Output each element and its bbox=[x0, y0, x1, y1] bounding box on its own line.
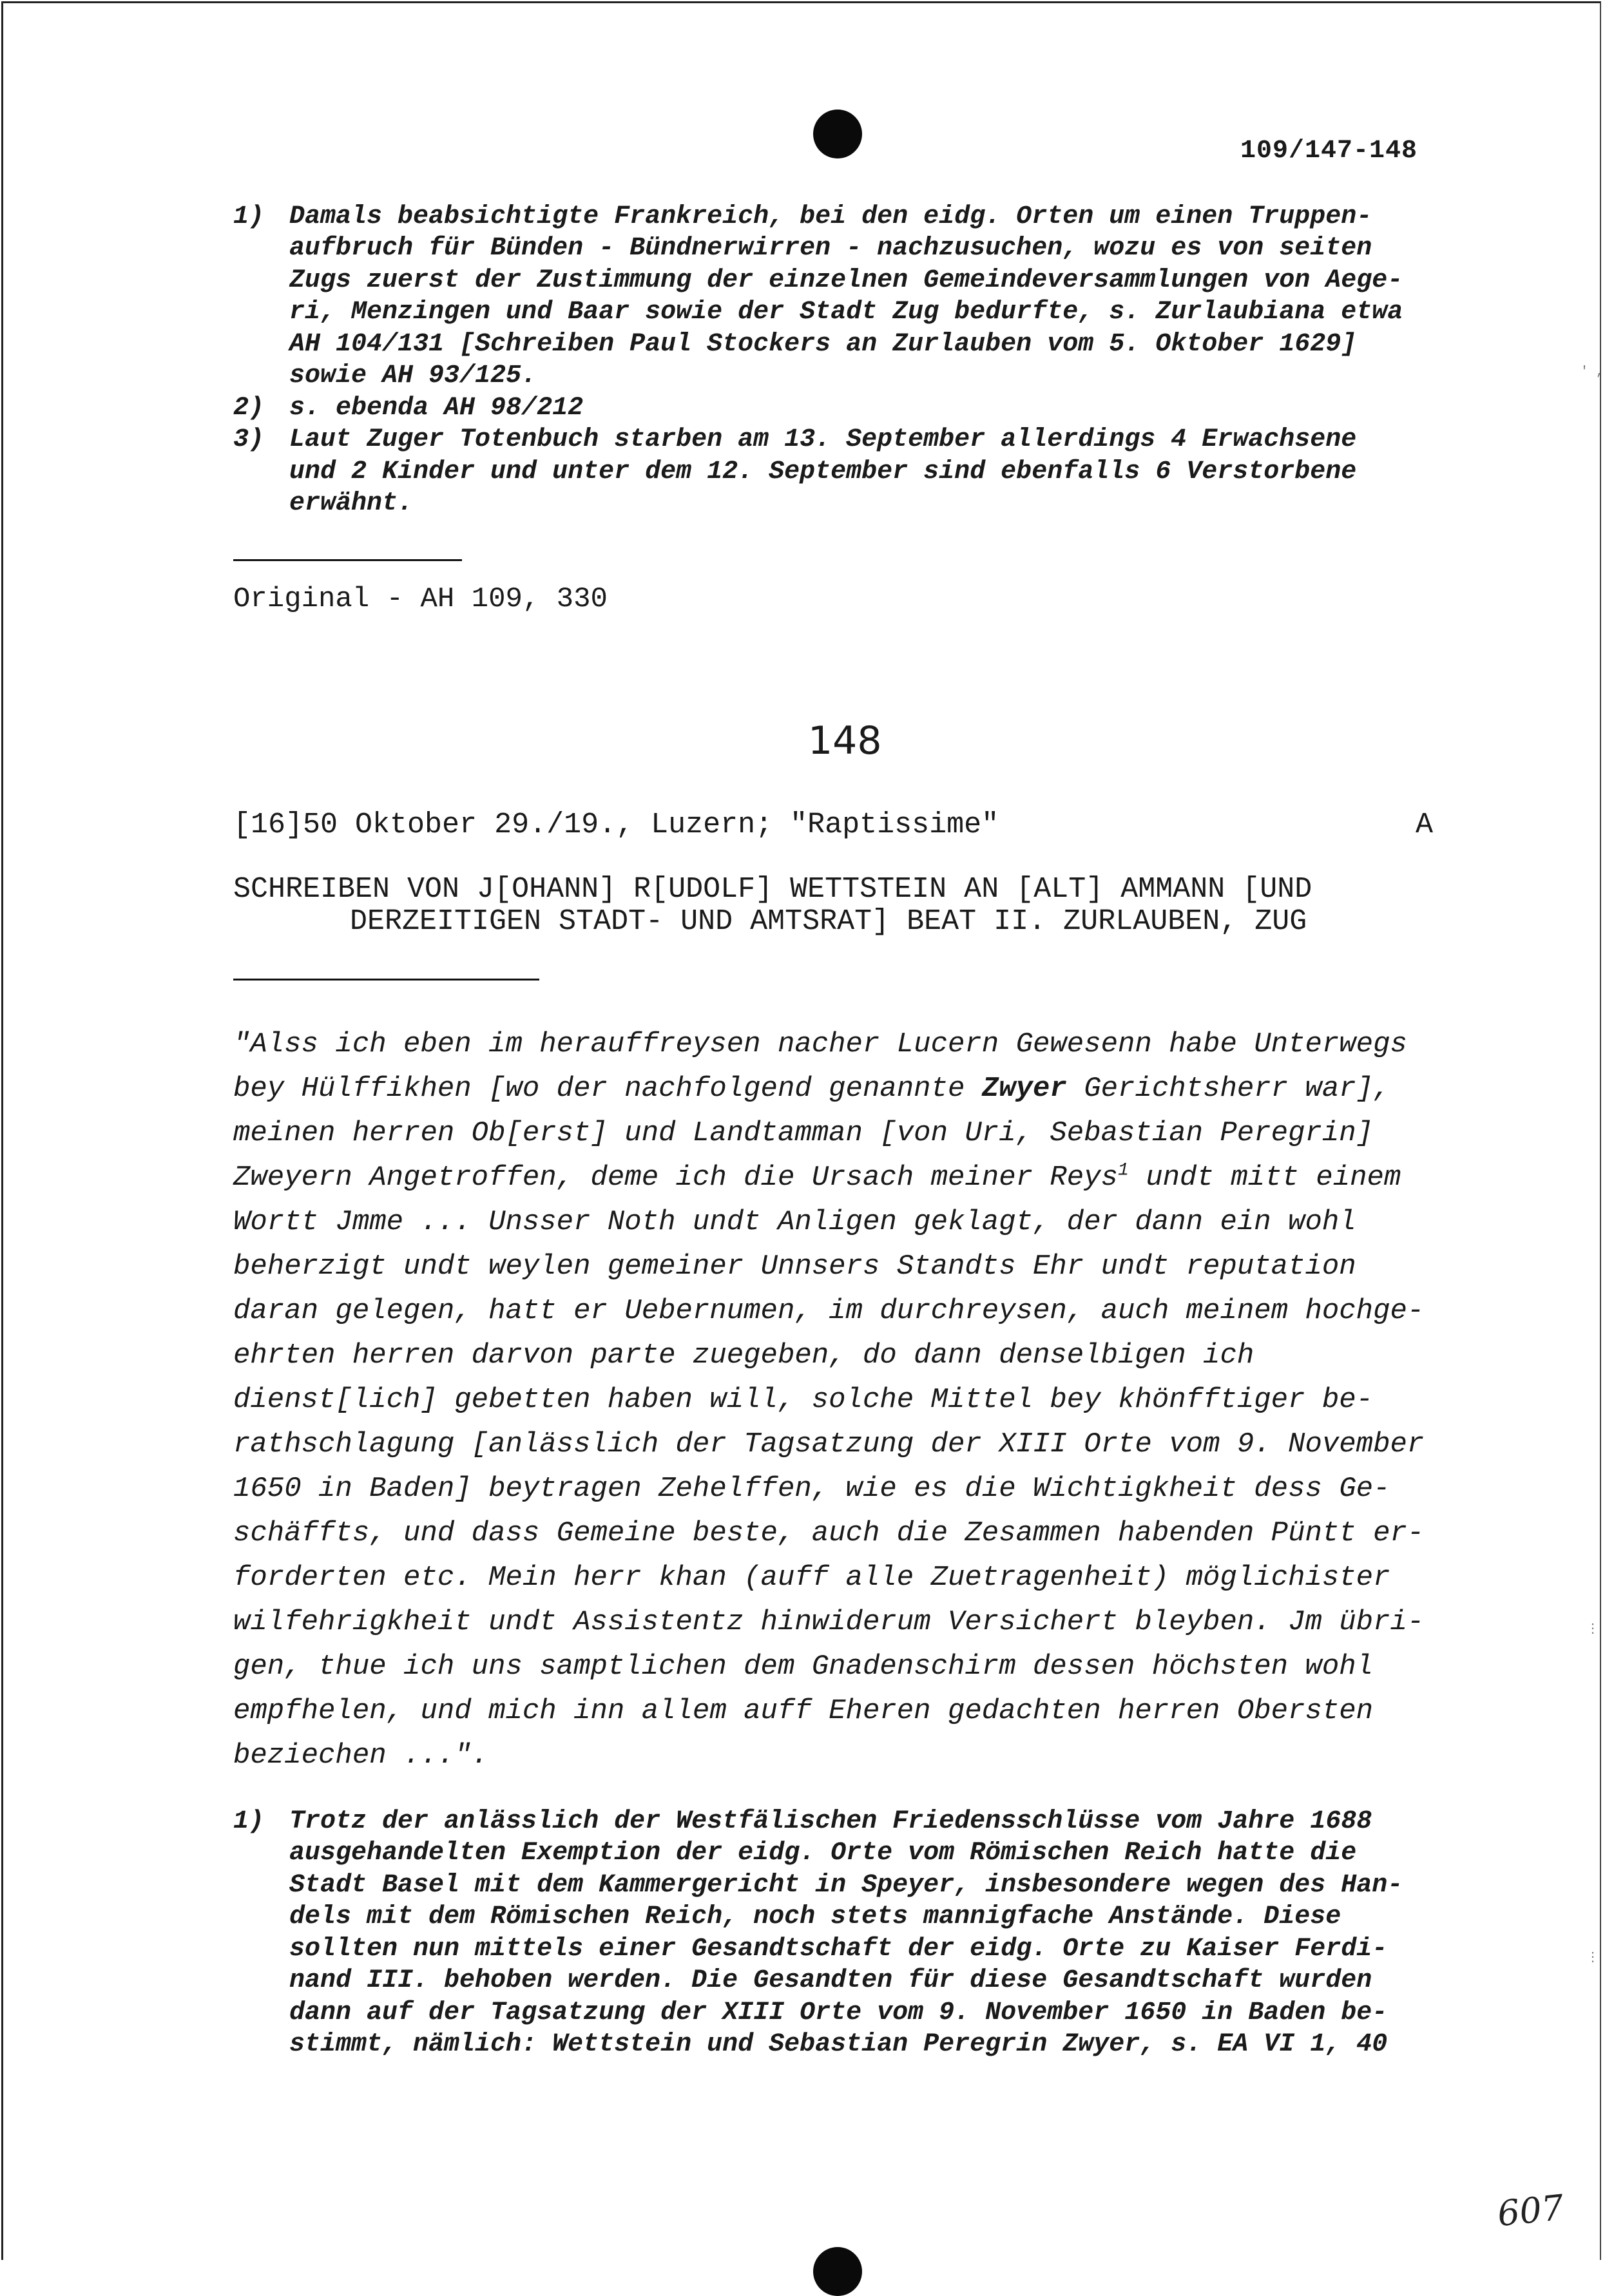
body-line: schäffts, und dass Gemeine beste, auch die Zesammen habenden Püntt er- bbox=[233, 1517, 1425, 1549]
body-line: meinen herren Ob[erst] und Landtamman [von Uri, Sebastian Peregrin] bbox=[233, 1117, 1374, 1149]
footnote-line: dann auf der Tagsatzung der XIII Orte vom 9. November 1650 in Baden be- bbox=[289, 1998, 1388, 2027]
footnote-line: stimmt, nämlich: Wettstein und Sebastian Peregrin Zwyer, s. EA VI 1, 40 bbox=[289, 2030, 1388, 2059]
scan-specks: ⋮ bbox=[1586, 1622, 1599, 1637]
document-heading-line-2: DERZEITIGEN STADT- UND AMTSRAT] BEAT II. ZURLAUBEN, ZUG bbox=[350, 905, 1307, 938]
emphasized-name: nand III bbox=[289, 1966, 414, 1995]
body-line: rathschlagung [anlässlich der Tagsatzung der XIII Orte vom 9. November bbox=[233, 1428, 1425, 1460]
footnote-line: Damals beabsichtigte Frankreich, bei den eidg. Orten um einen Truppen- bbox=[289, 202, 1372, 231]
footnote-line: ri, Menzingen und Baar sowie der Stadt Zug bedurfte, s. Zurlaubiana etwa bbox=[289, 298, 1403, 327]
footnote-number: 1) bbox=[233, 1807, 265, 1836]
scan-specks: ' , bbox=[1581, 365, 1604, 379]
footnote-line: dels mit dem Römischen Reich, noch stets mannigfache Anstände. Diese bbox=[289, 1902, 1341, 1931]
handwritten-page-number: 607 bbox=[1495, 2186, 1566, 2235]
scan-specks: ⋮ bbox=[1586, 1951, 1599, 1966]
divider-rule bbox=[233, 979, 539, 981]
footnote-line: Trotz der anlässlich der Westfälischen Friedensschlüsse vom Jahre 1688 bbox=[289, 1807, 1372, 1836]
document-heading-line-1: SCHREIBEN VON J[OHANN] R[UDOLF] WETTSTEIN AN [ALT] AMMANN [UND bbox=[233, 873, 1312, 906]
footnote-line: und 2 Kinder und unter dem 12. September sind ebenfalls 6 Verstorbene bbox=[289, 457, 1357, 486]
footnote-line: sollten nun mittels einer Gesandtschaft der eidg. Orte zu Kaiser Ferdi- bbox=[289, 1935, 1388, 1964]
footnote-line: Laut Zuger Totenbuch starben am 13. September allerdings 4 Erwachsene bbox=[289, 425, 1357, 454]
footnote-line: sowie AH 93/125. bbox=[289, 361, 537, 390]
footnote-line: Stadt Basel mit dem Kammergericht in Speyer, insbesondere wegen des Han- bbox=[289, 1871, 1403, 1900]
original-reference: Original - AH 109, 330 bbox=[233, 583, 608, 615]
body-line: daran gelegen, hatt er Uebernumen, im durchreysen, auch meinem hochge- bbox=[233, 1295, 1425, 1327]
punch-hole-bottom bbox=[813, 2247, 862, 2296]
footnote-number: 2) bbox=[233, 394, 265, 423]
date-marker: A bbox=[1416, 808, 1434, 841]
date-line: [16]50 Oktober 29./19., Luzern; "Raptissime" bbox=[233, 808, 999, 841]
body-line: 1650 in Baden] beytragen Zehelffen, wie es die Wichtigkheit dess Ge- bbox=[233, 1473, 1390, 1505]
body-line: dienst[lich] gebetten haben will, solche Mittel bey khönfftiger be- bbox=[233, 1384, 1374, 1416]
body-line: empfhelen, und mich inn allem auff Eheren gedachten herren Obersten bbox=[233, 1695, 1374, 1727]
footnote-line: erwähnt. bbox=[289, 489, 414, 518]
page-reference: 109/147-148 bbox=[1240, 137, 1418, 166]
footnote-line: ausgehandelten Exemption der eidg. Orte vom Römischen Reich hatte die bbox=[289, 1839, 1357, 1868]
footnote-line: aufbruch für Bünden - Bündnerwirren - nachzusuchen, wozu es von seiten bbox=[289, 234, 1372, 263]
body-line: beherzigt undt weylen gemeiner Unnsers Standts Ehr undt reputation bbox=[233, 1250, 1356, 1283]
body-line: Wortt Jmme ... Unsser Noth undt Anligen geklagt, der dann ein wohl bbox=[233, 1206, 1356, 1238]
footnote-marker: 1 bbox=[1118, 1160, 1129, 1181]
footnote-number: 3) bbox=[233, 425, 265, 454]
body-line: wilfehrigkheit undt Assistentz hinwiderum Versichert bleyben. Jm übri- bbox=[233, 1606, 1425, 1638]
footnote-line: s. ebenda AH 98/212 bbox=[289, 394, 584, 423]
body-line: ehrten herren darvon parte zuegeben, do dann denselbigen ich bbox=[233, 1339, 1254, 1372]
divider-rule bbox=[233, 559, 462, 561]
emphasized-name: Zwyer bbox=[981, 1073, 1067, 1105]
document-number: 148 bbox=[808, 718, 882, 763]
body-line: bey Hülffikhen [wo der nachfolgend genannte Zwyer Gerichtsherr war], bbox=[233, 1073, 1390, 1105]
body-line: "Alss ich eben im herauffreysen nacher Lucern Gewesenn habe Unterwegs bbox=[233, 1028, 1407, 1060]
footnote-line: AH 104/131 [Schreiben Paul Stockers an Zurlauben vom 5. Oktober 1629] bbox=[289, 330, 1357, 359]
footnote-number: 1) bbox=[233, 202, 265, 231]
body-line: Zweyern Angetroffen, deme ich die Ursach meiner Reys$^1$ undt mitt einem bbox=[233, 1160, 1401, 1194]
footnote-line: nand III. behoben werden. Die Gesandten für diese Gesandtschaft wurden bbox=[289, 1966, 1372, 1995]
body-line: gen, thue ich uns samptlichen dem Gnadenschirm dessen höchsten wohl bbox=[233, 1650, 1374, 1683]
footnote-line: Zugs zuerst der Zustimmung der einzelnen Gemeindeversammlungen von Aege- bbox=[289, 266, 1403, 295]
emphasized-name: Ferdi- bbox=[1294, 1935, 1388, 1964]
body-line: forderten etc. Mein herr khan (auff alle Zuetragenheit) möglichister bbox=[233, 1562, 1390, 1594]
punch-hole-top bbox=[813, 110, 862, 158]
body-line: beziechen ...". bbox=[233, 1739, 489, 1772]
